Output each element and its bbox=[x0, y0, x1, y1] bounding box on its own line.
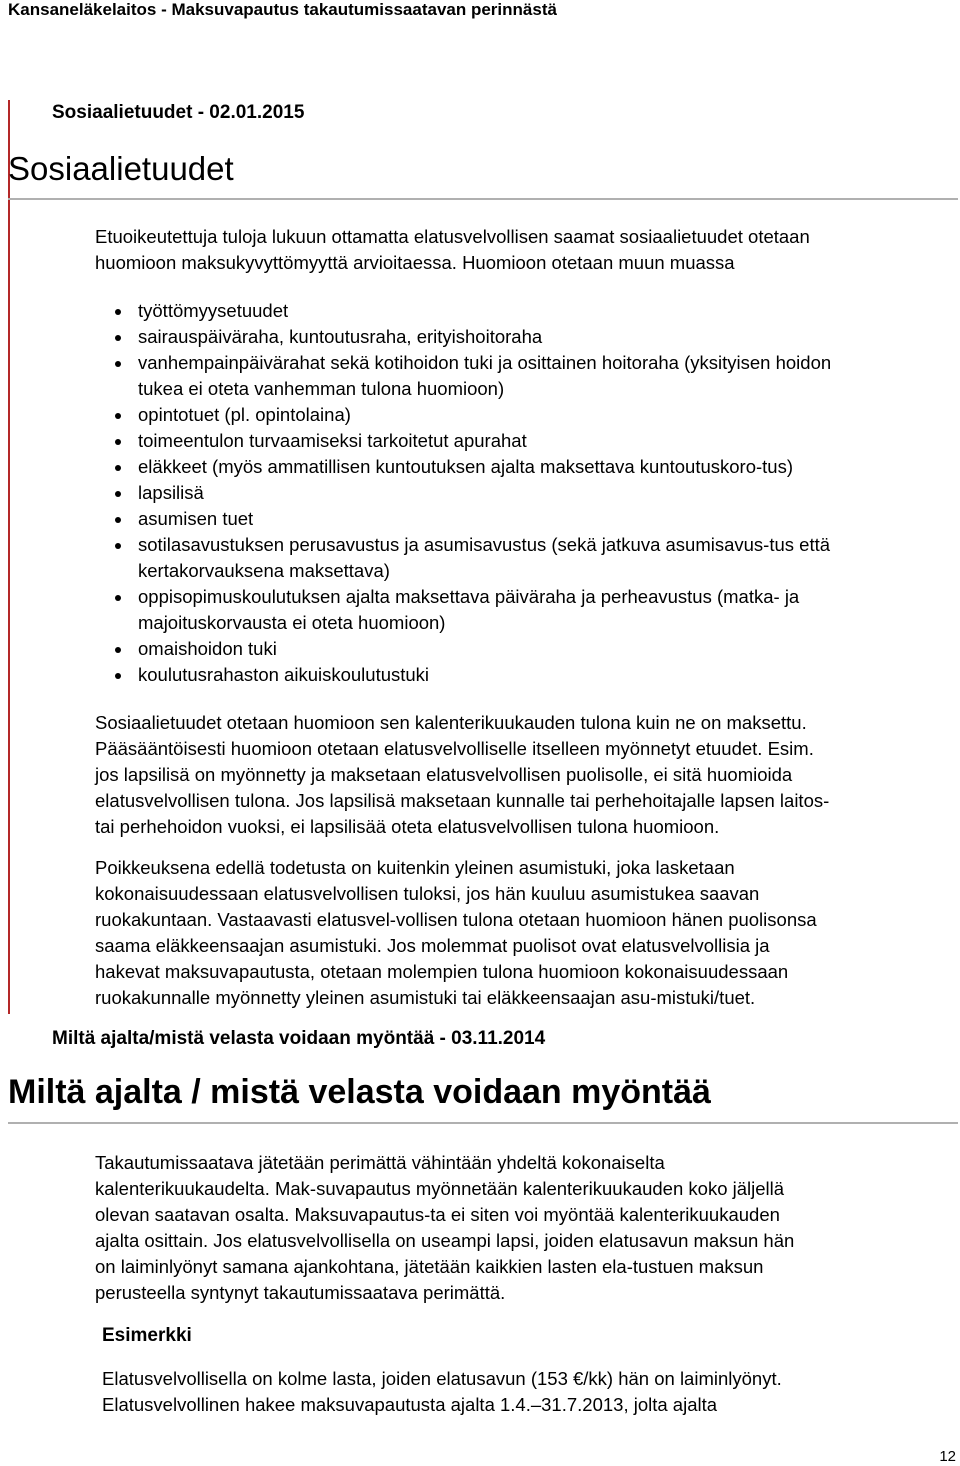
bullet-icon bbox=[115, 543, 121, 549]
example-paragraph bbox=[102, 1366, 960, 1418]
section1-intro bbox=[95, 224, 955, 276]
text-line: kokonaisuudessaan elatusvelvollisen tuloksi, jos hän kuuluu asumistukea saavan bbox=[95, 883, 760, 904]
list-item-text: työttömyysetuudet bbox=[138, 300, 289, 321]
bullet-icon bbox=[115, 439, 121, 445]
bullet-icon bbox=[115, 673, 121, 679]
bullet-icon bbox=[115, 309, 121, 315]
list-item-text: majoituskorvausta ei oteta huomioon) bbox=[138, 612, 446, 633]
text-line: jos lapsilisä on myönnetty ja maksetaan elatusvelvollisen puolisolle, ei sitä huomioida bbox=[95, 764, 793, 785]
text-line: Takautumissaatava jätetään perimättä vähintään yhdeltä kokonaiselta bbox=[95, 1152, 665, 1173]
bullet-icon bbox=[115, 491, 121, 497]
text-line: Pääsääntöisesti huomioon otetaan elatusvelvolliselle itselleen myönnetyt etuudet. Esim. bbox=[95, 738, 814, 759]
text-line: Elatusvelvollisella on kolme lasta, joiden elatusavun (153 €/kk) hän on laiminlyönyt. bbox=[102, 1368, 782, 1389]
text-line: hakevat maksuvapautusta, otetaan molempien tulona huomioon kokonaisuudessaan bbox=[95, 961, 789, 982]
section1-paragraph-timing bbox=[95, 710, 960, 840]
text-line: perusteella syntynyt takautumissaatava perimättä. bbox=[95, 1282, 506, 1303]
bullet-icon bbox=[115, 595, 121, 601]
text-line: tai perhehoidon vuoksi, ei lapsilisää oteta elatusvelvollisen tulona huomioon. bbox=[95, 816, 720, 837]
list-item-text: asumisen tuet bbox=[138, 508, 254, 529]
text-line: Poikkeuksena edellä todetusta on kuitenkin yleinen asumistuki, joka lasketaan bbox=[95, 857, 735, 878]
list-item-text: sairauspäiväraha, kuntoutusraha, erityishoitoraha bbox=[138, 326, 543, 347]
list-item-text: tukea ei oteta vanhemman tulona huomioon) bbox=[138, 378, 505, 399]
text-line: saama eläkkeensaajan asumistuki. Jos molemmat puolisot ovat elatusvelvollisia ja bbox=[95, 935, 770, 956]
bullet-icon bbox=[115, 517, 121, 523]
list-item bbox=[95, 402, 960, 428]
section1-paragraph-exception bbox=[95, 855, 960, 1011]
text-line: Etuoikeutettuja tuloja lukuun ottamatta elatusvelvollisen saamat sosiaalietuudet otetaan bbox=[95, 226, 810, 247]
section1-title: Sosiaalietuudet bbox=[8, 150, 234, 187]
text-line: ruokakunnalle myönnetty yleinen asumistuki tai eläkkeensaajan asu-mistuki/tuet. bbox=[95, 987, 756, 1008]
list-item-text: omaishoidon tuki bbox=[138, 638, 277, 659]
text-line: kalenterikuukaudelta. Mak-suvapautus myönnetään kalenterikuukauden koko jäljellä bbox=[95, 1178, 785, 1199]
bullet-icon bbox=[115, 647, 121, 653]
list-item bbox=[95, 480, 960, 506]
text-line: on laiminlyönyt samana ajankohtana, jätetään kaikkien lasten ela-tustuen maksun bbox=[95, 1256, 764, 1277]
list-item-text: lapsilisä bbox=[138, 482, 204, 503]
section2-title: Miltä ajalta / mistä velasta voidaan myöntää bbox=[8, 1073, 711, 1111]
section2-paragraph bbox=[95, 1150, 960, 1306]
section1-small-title: Sosiaalietuudet - 02.01.2015 bbox=[52, 102, 305, 123]
list-item bbox=[95, 532, 960, 584]
text-line: ajalta osittain. Jos elatusvelvollisella on useampi lapsi, joiden elatusavun maksun hän bbox=[95, 1230, 795, 1251]
list-item-text: koulutusrahaston aikuiskoulutustuki bbox=[138, 664, 430, 685]
list-item bbox=[95, 662, 960, 688]
list-item-text: opintotuet (pl. opintolaina) bbox=[138, 404, 351, 425]
benefits-list bbox=[95, 298, 960, 688]
list-item-text: sotilasavustuksen perusavustus ja asumisavustus (sekä jatkuva asumisavus-tus että bbox=[138, 534, 831, 555]
list-item bbox=[95, 506, 960, 532]
list-item-text: eläkkeet (myös ammatillisen kuntoutuksen ajalta maksettava kuntoutuskoro-tus) bbox=[138, 456, 793, 477]
document-header: Kansaneläkelaitos - Maksuvapautus takautumissaatavan perinnästä bbox=[8, 0, 557, 19]
list-item bbox=[95, 428, 960, 454]
list-item-text: vanhempainpäivärahat sekä kotihoidon tuki ja osittainen hoitoraha (yksityisen hoidon bbox=[138, 352, 832, 373]
list-item bbox=[95, 584, 960, 636]
section1-divider bbox=[8, 198, 958, 200]
text-line: Elatusvelvollinen hakee maksuvapautusta ajalta 1.4.–31.7.2013, jolta ajalta bbox=[102, 1394, 718, 1415]
text-line: ruokakuntaan. Vastaavasti elatusvel-vollisen tulona otetaan huomioon hänen puolisonsa bbox=[95, 909, 817, 930]
list-item bbox=[95, 454, 960, 480]
list-item bbox=[95, 350, 960, 402]
bullet-icon bbox=[115, 413, 121, 419]
bullet-icon bbox=[115, 465, 121, 471]
page-number: 12 bbox=[939, 1448, 956, 1465]
text-line: elatusvelvollisen tulona. Jos lapsilisä maksetaan kunnalle tai perhehoitajalle lapsen laitos- bbox=[95, 790, 830, 811]
text-line: Sosiaalietuudet otetaan huomioon sen kalenterikuukauden tulona kuin ne on maksettu. bbox=[95, 712, 807, 733]
bullet-icon bbox=[115, 335, 121, 341]
text-line: huomioon maksukyvyttömyyttä arvioitaessa. Huomioon otetaan muun muassa bbox=[95, 252, 735, 273]
list-item bbox=[95, 636, 960, 662]
section2-divider bbox=[8, 1122, 958, 1124]
list-item bbox=[95, 298, 960, 324]
list-item bbox=[95, 324, 960, 350]
section2-small-title: Miltä ajalta/mistä velasta voidaan myöntää - 03.11.2014 bbox=[52, 1028, 546, 1049]
section-left-rule bbox=[8, 100, 10, 1014]
list-item-text: oppisopimuskoulutuksen ajalta maksettava päiväraha ja perheavustus (matka- ja bbox=[138, 586, 800, 607]
bullet-icon bbox=[115, 361, 121, 367]
list-item-text: toimeentulon turvaamiseksi tarkoitetut apurahat bbox=[138, 430, 527, 451]
list-item-text: kertakorvauksena maksettava) bbox=[138, 560, 390, 581]
example-heading: Esimerkki bbox=[102, 1325, 192, 1346]
text-line: olevan saatavan osalta. Maksuvapautus-ta ei siten voi myöntää kalenterikuukauden bbox=[95, 1204, 780, 1225]
